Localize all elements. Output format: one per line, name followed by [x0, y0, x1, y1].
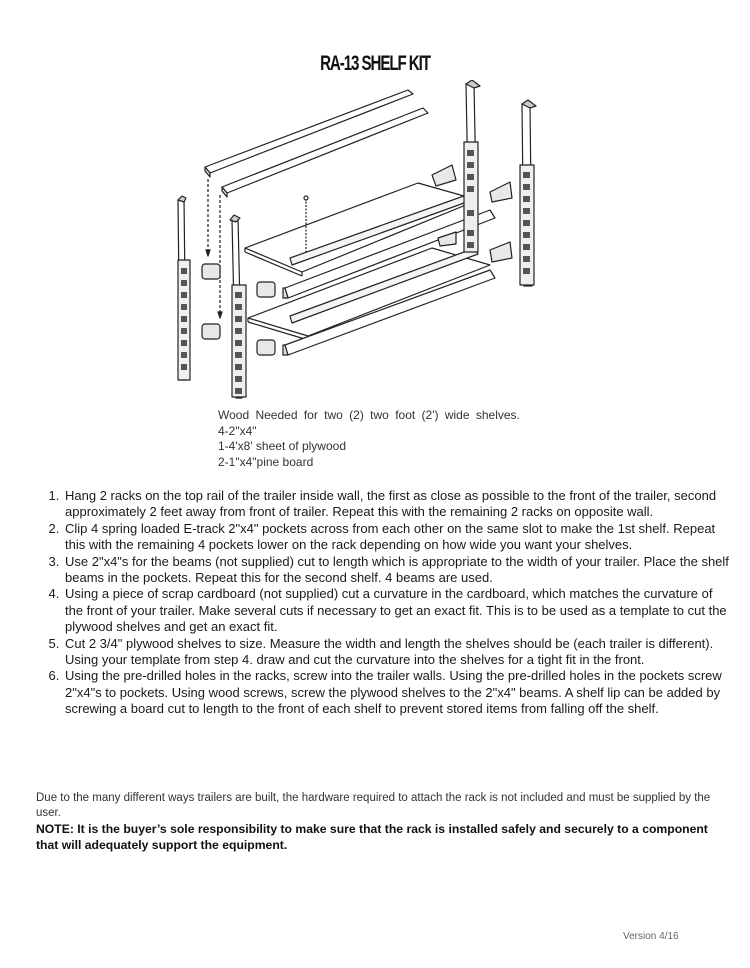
shelf-kit-diagram — [170, 80, 570, 400]
step-6: 6. Using the pre-drilled holes in the racks, screw into the trailer walls. Using the pre-drilled holes in the pockets screw 2"x4"s to pockets. Using wood screws, screw the plywood shelves to the 2"x4" beams. A shelf lip can be added by screwing a board cut to length to the front of each shelf to prevent stored items from falling off the shelf. — [63, 668, 733, 717]
shelf-kit-exploded-diagram-icon — [170, 80, 570, 400]
step-3: 3. Use 2"x4"s for the beams (not supplied) cut to length which is appropriate to the width of your trailer. Place the shelf beams in the pockets. Repeat this for the second shelf. 4 beams are used. — [63, 554, 733, 587]
wood-item: 2-1"x4"pine board — [218, 454, 314, 469]
step-2: 2. Clip 4 spring loaded E-track 2"x4" pockets across from each other on the same slot to make the 1st shelf. Repeat this with the remaining 4 pockets lower on the rack depending on how wide you want your shelves. — [63, 521, 733, 554]
step-1: 1. Hang 2 racks on the top rail of the trailer inside wall, the first as close as possible to the front of the trailer, second approximately 2 feet away from front of trailer. Repeat this with the remaining 2 racks on opposite wall. — [63, 488, 733, 521]
wood-needed-list — [218, 408, 520, 470]
version-label: Version 4/16 — [623, 931, 679, 942]
instruction-steps — [38, 488, 733, 718]
step-4: 4. Using a piece of scrap cardboard (not supplied) cut a curvature in the cardboard, which matches the curvature of the front of your trailer. Make several cuts if necessary to get an exact fit. This is to be used as a template to cut the plywood shelves and get an exact fit. — [63, 586, 733, 635]
wood-needed-heading: Wood Needed for two (2) two foot (2') wide shelves. — [218, 408, 520, 422]
wood-item: 1-4'x8' sheet of plywood — [218, 439, 346, 453]
wood-item: 4-2"x4" — [218, 423, 257, 438]
step-5: 5. Cut 2 3/4" plywood shelves to size. Measure the width and length the shelves should be (each trailer is different). Using your template from step 4. draw and cut the curvature into the shelves for a tight fit in the front. — [63, 636, 733, 669]
hardware-disclaimer: Due to the many different ways trailers are built, the hardware required to attach the rack is not included and must be supplied by the user. — [36, 792, 711, 819]
document-title: RA-13 SHELF KIT — [320, 52, 430, 75]
safety-note: NOTE: It is the buyer’s sole responsibility to make sure that the rack is installed safely and securely to a component that will adequately support the equipment. — [36, 822, 708, 852]
